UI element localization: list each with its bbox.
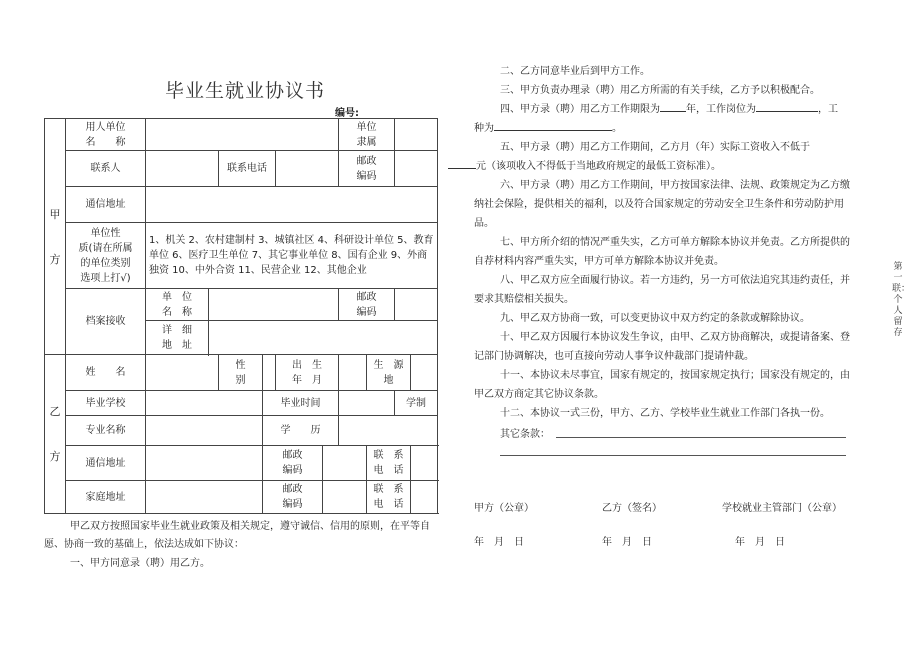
school-dept-seal: 学校就业主管部门（公章） <box>722 503 842 514</box>
duration-label: 学制 <box>395 391 438 416</box>
grad-time-label: 毕业时间 <box>263 391 339 416</box>
home-postcode-field[interactable] <box>323 481 367 514</box>
clause-7: 七、甲方所介绍的情况严重失实，乙方可单方解除本协议并免责。乙方所提供的自荐材料内容严重失实，甲方可单方解除本协议并免责。 <box>474 237 850 267</box>
serial-number-label: 编号: <box>335 108 359 119</box>
archive-postcode-field[interactable] <box>395 289 438 321</box>
major-label: 专业名称 <box>66 416 146 446</box>
student-phone-label: 联 系 电 话 <box>367 446 411 481</box>
clause-9: 九、甲乙双方协商一致，可以变更协议中双方约定的条款或解除协议。 <box>500 313 810 324</box>
employer-name-field[interactable] <box>146 119 339 151</box>
grad-time-field[interactable] <box>339 391 395 416</box>
archive-label: 档案接收 <box>66 289 146 355</box>
mail-address-field[interactable] <box>146 187 438 223</box>
party-b-label: 乙 方 <box>45 355 66 514</box>
other-terms-line-1[interactable] <box>556 437 846 438</box>
clause-4-part-b: 年，工作岗位为 <box>686 104 756 115</box>
contact-person-label: 联系人 <box>66 151 146 187</box>
archive-postcode-label: 邮政 编码 <box>339 289 395 321</box>
clause-12: 十二、本协议一式三份，甲方、乙方、学校毕业生就业工作部门各执一份。 <box>500 408 830 419</box>
contact-person-field[interactable] <box>146 151 219 187</box>
home-address-field[interactable] <box>146 481 263 514</box>
clause-5 <box>474 138 859 176</box>
archive-unit-name-label: 单 位 名 称 <box>146 289 209 321</box>
contact-phone-field[interactable] <box>276 151 339 187</box>
postcode-field[interactable] <box>395 151 438 187</box>
unit-type-label: 单位性 质(请在所属 的单位类别 选项上打√) <box>66 223 146 289</box>
origin-label: 生 源 地 <box>367 355 411 391</box>
clause-4-part-c: ，工 <box>818 104 838 115</box>
party-b-signature: 乙方（签名） <box>602 503 662 514</box>
clause-3: 三、甲方负责办理录（聘）用乙方所需的有关手续，乙方予以积极配合。 <box>500 85 820 96</box>
salary-field[interactable] <box>448 157 476 169</box>
gender-field[interactable] <box>263 355 276 391</box>
birth-field[interactable] <box>339 355 367 391</box>
clause-4-part-e: 。 <box>612 123 622 134</box>
name-field[interactable] <box>146 355 219 391</box>
birth-label: 出 生 年 月 <box>276 355 339 391</box>
affiliation-label: 单位 隶属 <box>339 119 395 151</box>
archive-unit-name-field[interactable] <box>209 289 339 321</box>
clause-1: 一、甲方同意录（聘）用乙方。 <box>70 558 210 569</box>
clause-4-part-d: 种为 <box>474 123 494 134</box>
student-postcode-label: 邮政 编码 <box>263 446 323 481</box>
home-phone-label: 联 系 电 话 <box>367 481 411 514</box>
party-a-date[interactable]: 年 月 日 <box>474 537 524 548</box>
clause-11: 十一、本协议未尽事宜，国家有规定的，按国家规定执行；国家没有规定的，由甲乙双方商定其它协议条款。 <box>474 370 850 400</box>
affiliation-field[interactable] <box>395 119 438 151</box>
term-years-field[interactable] <box>660 100 686 112</box>
party-a-label: 甲 方 <box>45 119 66 355</box>
document-title: 毕业生就业协议书 <box>165 80 326 102</box>
school-field[interactable] <box>146 391 263 416</box>
student-address-label: 通信地址 <box>66 446 146 481</box>
clauses-section <box>474 62 859 423</box>
clause-6: 六、甲方录（聘）用乙方工作期间，甲方按国家法律、法规、政策规定为乙方缴纳社会保险，提供相关的福利，以及符合国家规定的劳动安全卫生条件和劳动防护用品。 <box>474 180 850 229</box>
degree-field[interactable] <box>339 416 438 446</box>
major-field[interactable] <box>146 416 263 446</box>
clause-4-part-a: 四、甲方录（聘）用乙方工作期限为 <box>500 104 660 115</box>
copy-note: 第一联：个人留存 <box>892 262 911 338</box>
party-b-date[interactable]: 年 月 日 <box>602 537 652 548</box>
student-phone-field[interactable] <box>411 446 438 481</box>
home-postcode-label: 邮政 编码 <box>263 481 323 514</box>
gender-label: 性 别 <box>219 355 263 391</box>
clause-5-tail: 元（该项收入不得低于当地政府规定的最低工资标准）。 <box>476 161 721 172</box>
unit-type-options[interactable]: 1、机关 2、农村建制村 3、城镇社区 4、科研设计单位 5、教育单位 6、医疗卫生单位 7、其它事业单位 8、国有企业 9、外商独资 10、中外合资 11、民营企业 12、其他企业 <box>146 223 438 289</box>
party-a-seal: 甲方（公章） <box>474 503 534 514</box>
other-terms-line-2[interactable] <box>500 455 846 456</box>
school-date[interactable]: 年 月 日 <box>735 537 785 548</box>
intro-paragraph: 甲乙双方按照国家毕业生就业政策及相关规定，遵守诚信、信用的原则，在平等自愿、协商一致的基础上，依法达成如下协议： <box>44 521 430 550</box>
degree-label: 学 历 <box>263 416 339 446</box>
home-phone-field[interactable] <box>411 481 438 514</box>
clause-5-text: 五、甲方录（聘）用乙方工作期间，乙方月（年）实际工资收入不低于 <box>500 142 810 153</box>
name-label: 姓 名 <box>66 355 146 391</box>
contact-phone-label: 联系电话 <box>219 151 276 187</box>
clause-2: 二、乙方同意毕业后到甲方工作。 <box>500 66 650 77</box>
origin-field[interactable] <box>411 355 438 391</box>
home-address-label: 家庭地址 <box>66 481 146 514</box>
job-type-field[interactable] <box>494 119 612 131</box>
postcode-label: 邮政 编码 <box>339 151 395 187</box>
school-label: 毕业学校 <box>66 391 146 416</box>
clause-4 <box>474 100 859 138</box>
student-postcode-field[interactable] <box>323 446 367 481</box>
archive-address-field[interactable] <box>209 321 438 355</box>
clause-10: 十、甲乙双方因履行本协议发生争议，由甲、乙双方协商解决，或提请备案、登记部门协调解决，也可直接向劳动人事争议仲裁部门提请仲裁。 <box>474 332 850 362</box>
clause-8: 八、甲乙双方应全面履行协议。若一方违约，另一方可依法追究其违约责任，并要求其赔偿相关损失。 <box>474 275 850 305</box>
student-address-field[interactable] <box>146 446 263 481</box>
other-terms-label: 其它条款： <box>500 429 550 440</box>
mail-address-label: 通信地址 <box>66 187 146 223</box>
agreement-form-table <box>44 118 438 514</box>
job-position-field[interactable] <box>756 100 818 112</box>
employer-name-label: 用人单位 名 称 <box>66 119 146 151</box>
archive-address-label: 详 细 地 址 <box>146 321 209 355</box>
